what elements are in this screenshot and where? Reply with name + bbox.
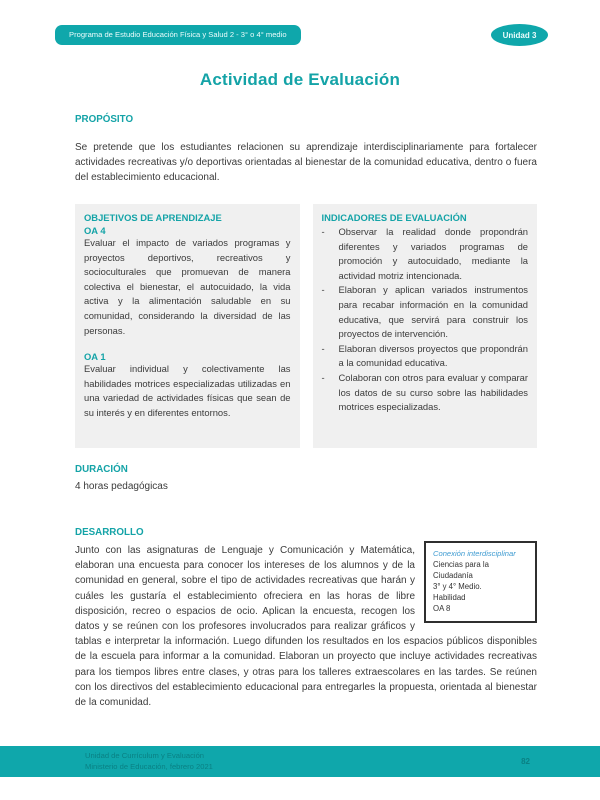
indicador-text: Elaboran diversos proyectos que propondrán a la comunidad educativa. xyxy=(338,342,528,369)
sidebox-line: Ciencias para la Ciudadanía xyxy=(433,560,489,580)
objetivos-list xyxy=(84,225,291,421)
sidebox-lines xyxy=(433,559,529,614)
page-title: Actividad de Evaluación xyxy=(199,70,401,89)
proposito-text: Se pretende que los estudiantes relacionen su aprendizaje interdisciplinariamente para fortalecer actividades recreativas y/o deportivas orientadas al bienestar de la comunidad educativa, dentro o fuera del establecimiento educacional. xyxy=(75,142,537,184)
bullet-dash: - xyxy=(321,226,325,237)
duracion-heading: DURACIÓN xyxy=(75,464,128,475)
footer-publisher xyxy=(85,751,213,772)
oa-text: Evaluar el impacto de variados programas y proyectos deportivos, recreativos y socioculturales que promuevan de manera colectiva el bienestar, el autocuidado, la vida activa y la alimentación saludable en su comunidad, considerando la diversidad de las personas. xyxy=(84,237,291,336)
page-number: 82 xyxy=(521,757,530,766)
desarrollo-heading: DESARROLLO xyxy=(75,527,144,538)
desarrollo-text: Junto con las asignaturas de Lenguaje y Comunicación y Matemática, elaboran una encuesta para conocer los intereses de los alumnos y de la comunidad en general, sobre el tipo de actividades recreativas que harán y cuáles les gustaría el establecimiento ofreciera en las horas de libre disposición, recreo o espacios de ocio. Aplican la encuesta, recogen los datos y se reúnen con los profesores involucrados para realizar gráficos y tablas e interpretar la información. Luego difunden los resultados en los espacios públicos disponibles de la escuela para informar a la comunidad. Elaboran un proyecto que incluye actividades recreativas para los tiempos libres entre clases, y otras para los talleres extraescolares en las tardes. Se reúnen con los directivos del establecimiento educacional para entregarles la propuesta, orientada al bienestar de la comunidad. xyxy=(75,545,537,709)
bullet-dash: - xyxy=(321,284,325,296)
bullet-dash: - xyxy=(321,371,325,383)
unit-badge: Unidad 3 xyxy=(491,24,548,46)
indicador-item xyxy=(322,371,529,415)
footer-line1: Unidad de Currículum y Evaluación xyxy=(85,751,205,760)
objetivos-column xyxy=(75,204,300,448)
bullet-dash: - xyxy=(321,342,325,354)
proposito-heading: PROPÓSITO xyxy=(75,114,134,125)
indicador-item xyxy=(322,283,529,341)
program-title-badge: Programa de Estudio Educación Física y Salud 2 - 3° o 4° medio xyxy=(55,25,301,45)
indicador-item xyxy=(322,342,529,371)
sidebox-line: OA 8 xyxy=(433,604,451,613)
indicador-text: Observar la realidad donde propondrán diferentes y variados programas de promoción y autocuidado, mediante la actividad motriz intencionada. xyxy=(338,226,528,281)
indicadores-column xyxy=(313,204,538,448)
sidebox-line: 3° y 4° Medio. xyxy=(433,582,482,591)
oa-text: Evaluar individual y colectivamente las habilidades motrices especializadas utilizadas en una variedad de actividades físicas que sean de su interés y en diferentes entornos. xyxy=(84,363,291,418)
sidebox-line: Habilidad xyxy=(433,593,466,602)
conexion-interdisciplinar-box xyxy=(424,541,537,623)
footer-line2: Ministerio de Educación, febrero 2021 xyxy=(85,761,213,771)
oa-code: OA 1 xyxy=(84,351,106,363)
page-header xyxy=(55,24,548,46)
page-footer xyxy=(0,746,600,777)
duracion-text: 4 horas pedagógicas xyxy=(75,481,168,492)
indicador-item xyxy=(322,225,529,283)
desarrollo-body xyxy=(75,543,537,710)
sidebox-title: Conexión interdisciplinar xyxy=(433,549,516,558)
indicadores-list xyxy=(322,225,529,415)
oa-indicadores-columns xyxy=(75,204,537,448)
objetivos-heading: OBJETIVOS DE APRENDIZAJE xyxy=(84,212,222,223)
indicador-text: Colaboran con otros para evaluar y comparar los datos de su curso sobre las habilidades motrices especializadas. xyxy=(338,371,528,413)
oa-code: OA 4 xyxy=(84,225,106,236)
indicador-text: Elaboran y aplican variados instrumentos para recabar información en la comunidad educativa, que servirá para construir los proyectos de intervención. xyxy=(338,284,528,340)
indicadores-heading: INDICADORES DE EVALUACIÓN xyxy=(321,212,467,223)
